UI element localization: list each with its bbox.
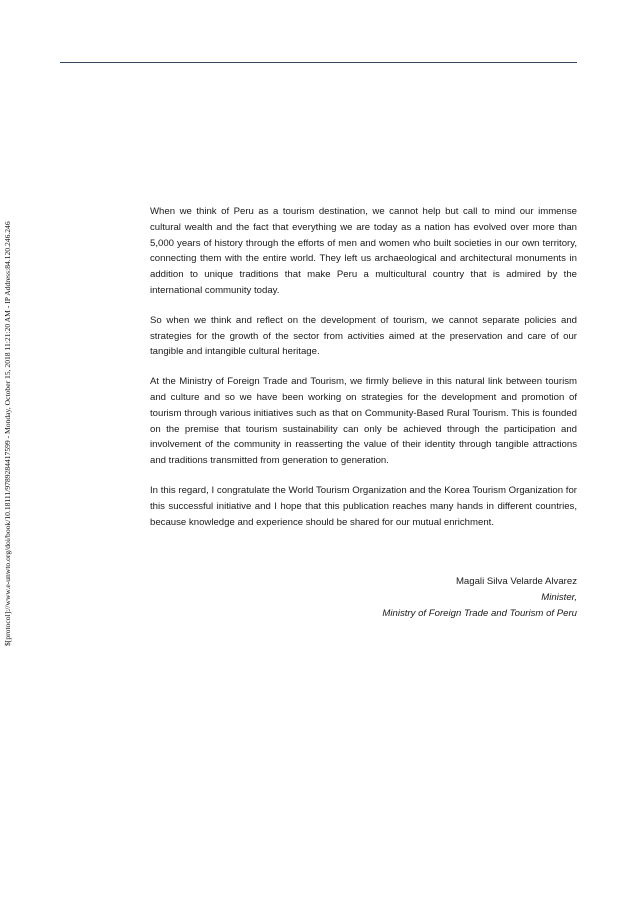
download-watermark: $[protocol]://www.e-unwto.org/doi/book/10.18111/9789284417599 - Monday, October 15, 2018 11:21:20 AM - IP Address:84.120.246.246 xyxy=(3,221,12,646)
paragraph-3: At the Ministry of Foreign Trade and Tourism, we firmly believe in this natural link between tourism and culture and so we have been working on strategies for the development and promotion of tourism through various initiatives such as that on Community-Based Rural Tourism. This is founded on the premise that tourism sustainability can only be achieved through the participation and involvement of the community in reasserting the value of their identity through tangible attractions and traditions transmitted from generation to generation. xyxy=(150,376,577,467)
signatory-organization: Ministry of Foreign Trade and Tourism of Peru xyxy=(382,607,577,619)
foreword-body xyxy=(150,204,577,544)
paragraph-4: In this regard, I congratulate the World Tourism Organization and the Korea Tourism Organization for this successful initiative and I hope that this publication reaches many hands in different countries, because knowledge and experience should be shared for our mutual enrichment. xyxy=(150,484,577,528)
signature-block xyxy=(177,574,577,621)
header-rule xyxy=(60,62,577,63)
signatory-role: Minister, xyxy=(541,591,577,603)
signatory-name: Magali Silva Velarde Alvarez xyxy=(455,576,577,587)
paragraph-2: So when we think and reflect on the development of tourism, we cannot separate policies and strategies for the growth of the sector from activities aimed at the preservation and care of our tangible and intangible cultural heritage. xyxy=(150,314,577,358)
paragraph-1: When we think of Peru as a tourism destination, we cannot help but call to mind our immense cultural wealth and the fact that everything we are today as a nation has evolved over more than 5,000 years of history through the efforts of men and women who built societies in our own territory, connecting them with the entire world. They left us archaeological and architectural monuments in addition to unique traditions that make Peru a multicultural country that is admired by the international community today. xyxy=(150,206,577,296)
